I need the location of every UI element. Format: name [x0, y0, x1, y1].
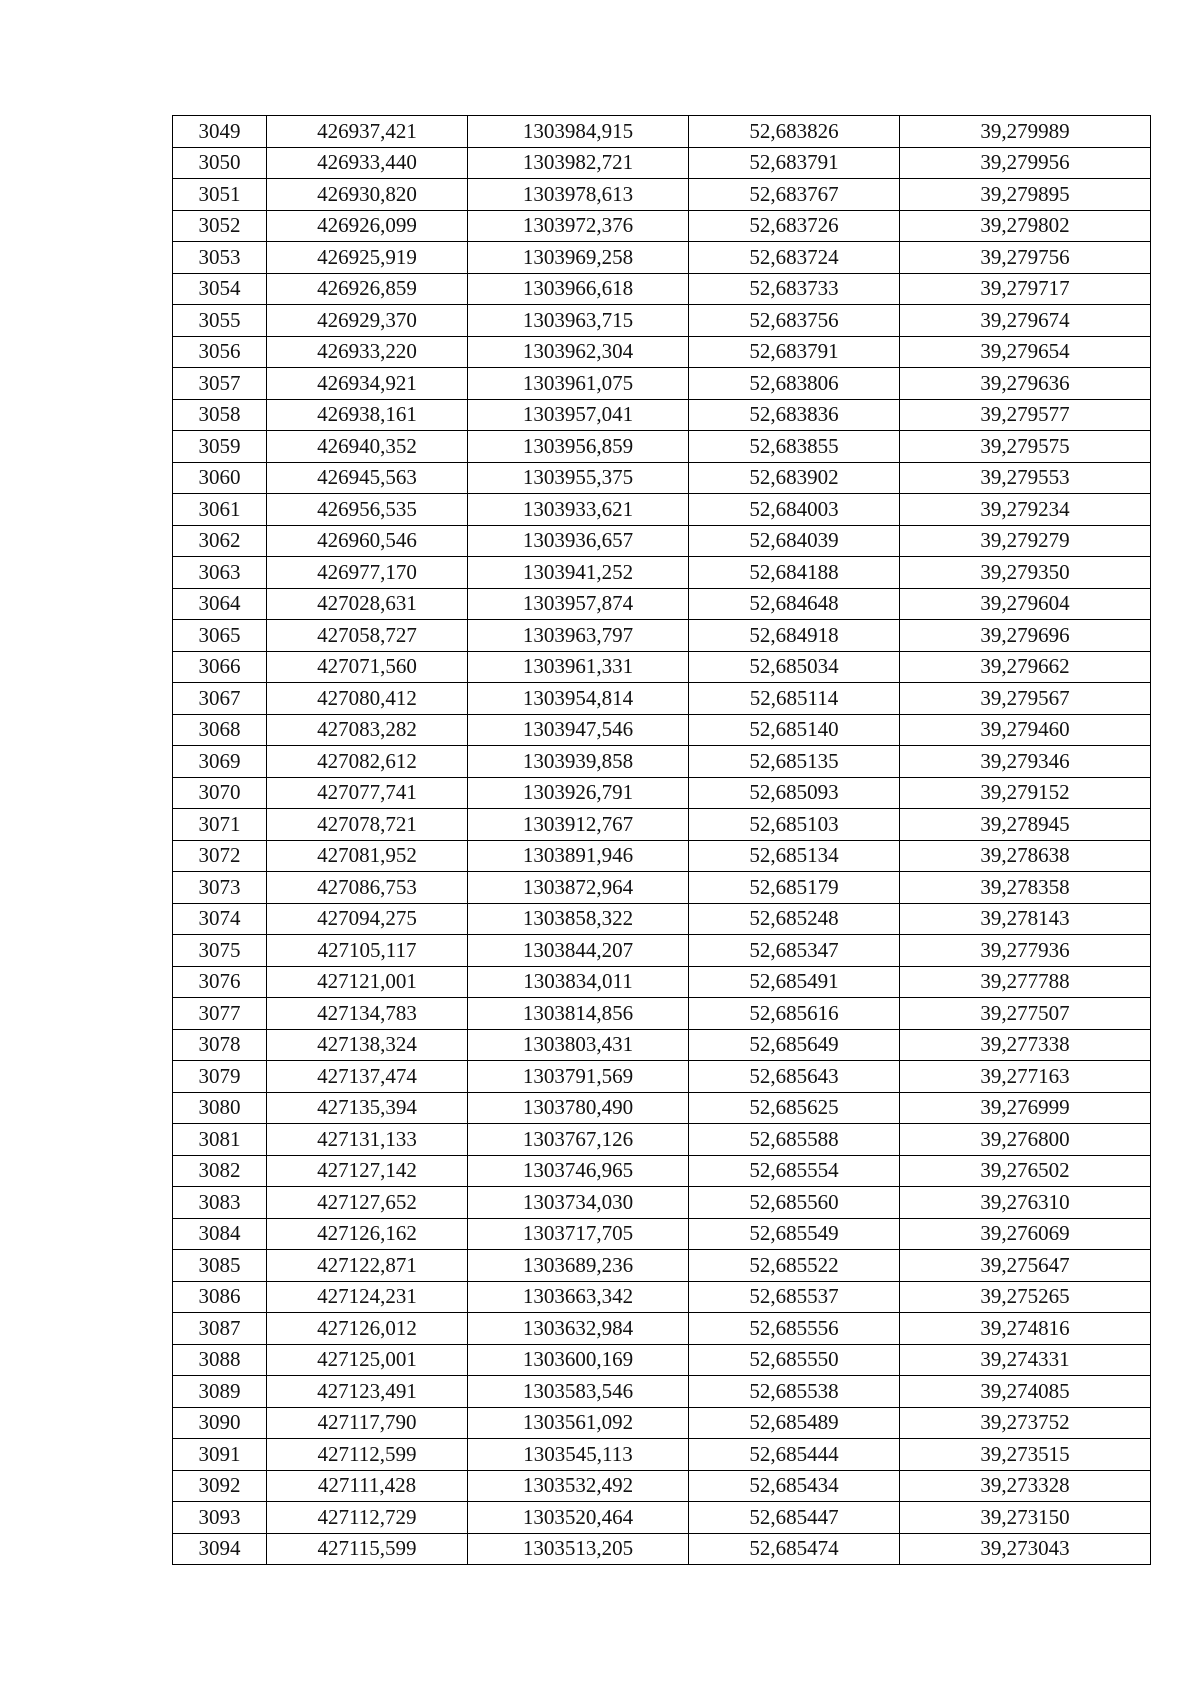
x-coordinate-cell: 427125,001: [267, 1344, 468, 1376]
table-row: [173, 1187, 1151, 1219]
y-coordinate-cell: 1303954,814: [468, 683, 689, 715]
x-coordinate-cell: 427124,231: [267, 1281, 468, 1313]
x-coordinate-cell: 427111,428: [267, 1470, 468, 1502]
table-row: [173, 368, 1151, 400]
latitude-cell: 52,683806: [689, 368, 900, 400]
table-row: [173, 1124, 1151, 1156]
longitude-cell: 39,274331: [900, 1344, 1151, 1376]
x-coordinate-cell: 427131,133: [267, 1124, 468, 1156]
table-row: [173, 210, 1151, 242]
x-coordinate-cell: 427112,729: [267, 1502, 468, 1534]
y-coordinate-cell: 1303963,715: [468, 305, 689, 337]
y-coordinate-cell: 1303984,915: [468, 116, 689, 148]
table-row: [173, 620, 1151, 652]
point-number-cell: 3058: [173, 399, 267, 431]
table-row: [173, 1281, 1151, 1313]
x-coordinate-cell: 426937,421: [267, 116, 468, 148]
latitude-cell: 52,685103: [689, 809, 900, 841]
latitude-cell: 52,685588: [689, 1124, 900, 1156]
point-number-cell: 3053: [173, 242, 267, 274]
latitude-cell: 52,685248: [689, 903, 900, 935]
point-number-cell: 3063: [173, 557, 267, 589]
longitude-cell: 39,276310: [900, 1187, 1151, 1219]
latitude-cell: 52,685347: [689, 935, 900, 967]
latitude-cell: 52,683836: [689, 399, 900, 431]
latitude-cell: 52,683726: [689, 210, 900, 242]
table-row: [173, 903, 1151, 935]
longitude-cell: 39,277163: [900, 1061, 1151, 1093]
longitude-cell: 39,277507: [900, 998, 1151, 1030]
point-number-cell: 3062: [173, 525, 267, 557]
latitude-cell: 52,685643: [689, 1061, 900, 1093]
x-coordinate-cell: 427078,721: [267, 809, 468, 841]
longitude-cell: 39,276069: [900, 1218, 1151, 1250]
table-row: [173, 1155, 1151, 1187]
table-row: [173, 840, 1151, 872]
longitude-cell: 39,279802: [900, 210, 1151, 242]
table-row: [173, 777, 1151, 809]
point-number-cell: 3082: [173, 1155, 267, 1187]
table-row: [173, 399, 1151, 431]
latitude-cell: 52,685550: [689, 1344, 900, 1376]
x-coordinate-cell: 427123,491: [267, 1376, 468, 1408]
point-number-cell: 3089: [173, 1376, 267, 1408]
longitude-cell: 39,279152: [900, 777, 1151, 809]
x-coordinate-cell: 426929,370: [267, 305, 468, 337]
table-row: [173, 588, 1151, 620]
latitude-cell: 52,685549: [689, 1218, 900, 1250]
table-row: [173, 525, 1151, 557]
x-coordinate-cell: 427080,412: [267, 683, 468, 715]
table-row: [173, 147, 1151, 179]
y-coordinate-cell: 1303982,721: [468, 147, 689, 179]
point-number-cell: 3093: [173, 1502, 267, 1534]
coordinates-table-body: [173, 116, 1151, 1565]
latitude-cell: 52,685034: [689, 651, 900, 683]
y-coordinate-cell: 1303956,859: [468, 431, 689, 463]
x-coordinate-cell: 427094,275: [267, 903, 468, 935]
point-number-cell: 3060: [173, 462, 267, 494]
table-row: [173, 683, 1151, 715]
longitude-cell: 39,276999: [900, 1092, 1151, 1124]
latitude-cell: 52,685489: [689, 1407, 900, 1439]
latitude-cell: 52,685649: [689, 1029, 900, 1061]
longitude-cell: 39,274085: [900, 1376, 1151, 1408]
latitude-cell: 52,684648: [689, 588, 900, 620]
latitude-cell: 52,685434: [689, 1470, 900, 1502]
x-coordinate-cell: 426926,859: [267, 273, 468, 305]
y-coordinate-cell: 1303972,376: [468, 210, 689, 242]
point-number-cell: 3061: [173, 494, 267, 526]
y-coordinate-cell: 1303978,613: [468, 179, 689, 211]
y-coordinate-cell: 1303939,858: [468, 746, 689, 778]
point-number-cell: 3083: [173, 1187, 267, 1219]
y-coordinate-cell: 1303844,207: [468, 935, 689, 967]
x-coordinate-cell: 427135,394: [267, 1092, 468, 1124]
longitude-cell: 39,279717: [900, 273, 1151, 305]
y-coordinate-cell: 1303561,092: [468, 1407, 689, 1439]
longitude-cell: 39,276800: [900, 1124, 1151, 1156]
y-coordinate-cell: 1303969,258: [468, 242, 689, 274]
x-coordinate-cell: 427126,162: [267, 1218, 468, 1250]
table-row: [173, 431, 1151, 463]
latitude-cell: 52,683902: [689, 462, 900, 494]
latitude-cell: 52,683767: [689, 179, 900, 211]
latitude-cell: 52,685491: [689, 966, 900, 998]
longitude-cell: 39,273752: [900, 1407, 1151, 1439]
x-coordinate-cell: 427138,324: [267, 1029, 468, 1061]
longitude-cell: 39,273328: [900, 1470, 1151, 1502]
point-number-cell: 3091: [173, 1439, 267, 1471]
table-row: [173, 557, 1151, 589]
longitude-cell: 39,275647: [900, 1250, 1151, 1282]
y-coordinate-cell: 1303746,965: [468, 1155, 689, 1187]
latitude-cell: 52,685179: [689, 872, 900, 904]
longitude-cell: 39,277788: [900, 966, 1151, 998]
x-coordinate-cell: 427082,612: [267, 746, 468, 778]
point-number-cell: 3088: [173, 1344, 267, 1376]
table-row: [173, 1218, 1151, 1250]
table-row: [173, 809, 1151, 841]
latitude-cell: 52,685134: [689, 840, 900, 872]
y-coordinate-cell: 1303583,546: [468, 1376, 689, 1408]
table-row: [173, 872, 1151, 904]
y-coordinate-cell: 1303780,490: [468, 1092, 689, 1124]
x-coordinate-cell: 426977,170: [267, 557, 468, 589]
point-number-cell: 3086: [173, 1281, 267, 1313]
longitude-cell: 39,279956: [900, 147, 1151, 179]
y-coordinate-cell: 1303955,375: [468, 462, 689, 494]
x-coordinate-cell: 426945,563: [267, 462, 468, 494]
latitude-cell: 52,683855: [689, 431, 900, 463]
longitude-cell: 39,279279: [900, 525, 1151, 557]
y-coordinate-cell: 1303520,464: [468, 1502, 689, 1534]
x-coordinate-cell: 426956,535: [267, 494, 468, 526]
x-coordinate-cell: 426930,820: [267, 179, 468, 211]
point-number-cell: 3064: [173, 588, 267, 620]
x-coordinate-cell: 427127,142: [267, 1155, 468, 1187]
y-coordinate-cell: 1303962,304: [468, 336, 689, 368]
point-number-cell: 3087: [173, 1313, 267, 1345]
latitude-cell: 52,683724: [689, 242, 900, 274]
longitude-cell: 39,279636: [900, 368, 1151, 400]
table-row: [173, 1250, 1151, 1282]
point-number-cell: 3059: [173, 431, 267, 463]
table-row: [173, 462, 1151, 494]
point-number-cell: 3073: [173, 872, 267, 904]
y-coordinate-cell: 1303513,205: [468, 1533, 689, 1565]
latitude-cell: 52,683733: [689, 273, 900, 305]
table-row: [173, 1313, 1151, 1345]
longitude-cell: 39,273043: [900, 1533, 1151, 1565]
latitude-cell: 52,685554: [689, 1155, 900, 1187]
longitude-cell: 39,279895: [900, 179, 1151, 211]
x-coordinate-cell: 427028,631: [267, 588, 468, 620]
latitude-cell: 52,685556: [689, 1313, 900, 1345]
y-coordinate-cell: 1303961,075: [468, 368, 689, 400]
latitude-cell: 52,685560: [689, 1187, 900, 1219]
latitude-cell: 52,683826: [689, 116, 900, 148]
x-coordinate-cell: 426933,440: [267, 147, 468, 179]
y-coordinate-cell: 1303936,657: [468, 525, 689, 557]
x-coordinate-cell: 426934,921: [267, 368, 468, 400]
table-row: [173, 494, 1151, 526]
longitude-cell: 39,273515: [900, 1439, 1151, 1471]
point-number-cell: 3081: [173, 1124, 267, 1156]
longitude-cell: 39,278638: [900, 840, 1151, 872]
latitude-cell: 52,685140: [689, 714, 900, 746]
longitude-cell: 39,277936: [900, 935, 1151, 967]
y-coordinate-cell: 1303717,705: [468, 1218, 689, 1250]
y-coordinate-cell: 1303632,984: [468, 1313, 689, 1345]
x-coordinate-cell: 427126,012: [267, 1313, 468, 1345]
x-coordinate-cell: 427112,599: [267, 1439, 468, 1471]
y-coordinate-cell: 1303961,331: [468, 651, 689, 683]
point-number-cell: 3071: [173, 809, 267, 841]
point-number-cell: 3074: [173, 903, 267, 935]
latitude-cell: 52,685114: [689, 683, 900, 715]
x-coordinate-cell: 426925,919: [267, 242, 468, 274]
y-coordinate-cell: 1303600,169: [468, 1344, 689, 1376]
y-coordinate-cell: 1303963,797: [468, 620, 689, 652]
longitude-cell: 39,278945: [900, 809, 1151, 841]
longitude-cell: 39,279460: [900, 714, 1151, 746]
x-coordinate-cell: 426940,352: [267, 431, 468, 463]
table-row: [173, 273, 1151, 305]
longitude-cell: 39,279662: [900, 651, 1151, 683]
point-number-cell: 3067: [173, 683, 267, 715]
x-coordinate-cell: 427115,599: [267, 1533, 468, 1565]
x-coordinate-cell: 427105,117: [267, 935, 468, 967]
longitude-cell: 39,274816: [900, 1313, 1151, 1345]
latitude-cell: 52,685474: [689, 1533, 900, 1565]
longitude-cell: 39,279234: [900, 494, 1151, 526]
y-coordinate-cell: 1303891,946: [468, 840, 689, 872]
x-coordinate-cell: 427071,560: [267, 651, 468, 683]
table-row: [173, 935, 1151, 967]
y-coordinate-cell: 1303803,431: [468, 1029, 689, 1061]
longitude-cell: 39,279350: [900, 557, 1151, 589]
x-coordinate-cell: 427121,001: [267, 966, 468, 998]
point-number-cell: 3050: [173, 147, 267, 179]
x-coordinate-cell: 427077,741: [267, 777, 468, 809]
point-number-cell: 3070: [173, 777, 267, 809]
y-coordinate-cell: 1303957,874: [468, 588, 689, 620]
longitude-cell: 39,278358: [900, 872, 1151, 904]
longitude-cell: 39,277338: [900, 1029, 1151, 1061]
y-coordinate-cell: 1303767,126: [468, 1124, 689, 1156]
latitude-cell: 52,683791: [689, 336, 900, 368]
latitude-cell: 52,685625: [689, 1092, 900, 1124]
table-row: [173, 651, 1151, 683]
table-row: [173, 336, 1151, 368]
x-coordinate-cell: 427137,474: [267, 1061, 468, 1093]
longitude-cell: 39,273150: [900, 1502, 1151, 1534]
point-number-cell: 3080: [173, 1092, 267, 1124]
latitude-cell: 52,685537: [689, 1281, 900, 1313]
table-row: [173, 1376, 1151, 1408]
point-number-cell: 3056: [173, 336, 267, 368]
latitude-cell: 52,685447: [689, 1502, 900, 1534]
x-coordinate-cell: 427122,871: [267, 1250, 468, 1282]
x-coordinate-cell: 427058,727: [267, 620, 468, 652]
point-number-cell: 3065: [173, 620, 267, 652]
latitude-cell: 52,683756: [689, 305, 900, 337]
y-coordinate-cell: 1303966,618: [468, 273, 689, 305]
point-number-cell: 3079: [173, 1061, 267, 1093]
table-row: [173, 1344, 1151, 1376]
point-number-cell: 3055: [173, 305, 267, 337]
table-row: [173, 1470, 1151, 1502]
table-row: [173, 1092, 1151, 1124]
table-row: [173, 746, 1151, 778]
y-coordinate-cell: 1303947,546: [468, 714, 689, 746]
table-row: [173, 714, 1151, 746]
y-coordinate-cell: 1303814,856: [468, 998, 689, 1030]
x-coordinate-cell: 427086,753: [267, 872, 468, 904]
table-row: [173, 1407, 1151, 1439]
longitude-cell: 39,279756: [900, 242, 1151, 274]
table-row: [173, 305, 1151, 337]
table-row: [173, 1061, 1151, 1093]
point-number-cell: 3052: [173, 210, 267, 242]
longitude-cell: 39,275265: [900, 1281, 1151, 1313]
y-coordinate-cell: 1303957,041: [468, 399, 689, 431]
point-number-cell: 3078: [173, 1029, 267, 1061]
table-row: [173, 1533, 1151, 1565]
point-number-cell: 3068: [173, 714, 267, 746]
latitude-cell: 52,684003: [689, 494, 900, 526]
longitude-cell: 39,279575: [900, 431, 1151, 463]
y-coordinate-cell: 1303926,791: [468, 777, 689, 809]
longitude-cell: 39,279604: [900, 588, 1151, 620]
longitude-cell: 39,279989: [900, 116, 1151, 148]
point-number-cell: 3049: [173, 116, 267, 148]
y-coordinate-cell: 1303734,030: [468, 1187, 689, 1219]
point-number-cell: 3057: [173, 368, 267, 400]
y-coordinate-cell: 1303663,342: [468, 1281, 689, 1313]
table-row: [173, 998, 1151, 1030]
longitude-cell: 39,279567: [900, 683, 1151, 715]
longitude-cell: 39,279577: [900, 399, 1151, 431]
x-coordinate-cell: 426933,220: [267, 336, 468, 368]
x-coordinate-cell: 426960,546: [267, 525, 468, 557]
y-coordinate-cell: 1303689,236: [468, 1250, 689, 1282]
latitude-cell: 52,685093: [689, 777, 900, 809]
point-number-cell: 3054: [173, 273, 267, 305]
y-coordinate-cell: 1303872,964: [468, 872, 689, 904]
y-coordinate-cell: 1303834,011: [468, 966, 689, 998]
longitude-cell: 39,279696: [900, 620, 1151, 652]
table-row: [173, 1439, 1151, 1471]
x-coordinate-cell: 427117,790: [267, 1407, 468, 1439]
longitude-cell: 39,279654: [900, 336, 1151, 368]
longitude-cell: 39,279346: [900, 746, 1151, 778]
table-row: [173, 966, 1151, 998]
y-coordinate-cell: 1303791,569: [468, 1061, 689, 1093]
x-coordinate-cell: 427081,952: [267, 840, 468, 872]
point-number-cell: 3051: [173, 179, 267, 211]
point-number-cell: 3077: [173, 998, 267, 1030]
table-row: [173, 1029, 1151, 1061]
latitude-cell: 52,685616: [689, 998, 900, 1030]
longitude-cell: 39,276502: [900, 1155, 1151, 1187]
y-coordinate-cell: 1303933,621: [468, 494, 689, 526]
latitude-cell: 52,685522: [689, 1250, 900, 1282]
x-coordinate-cell: 427127,652: [267, 1187, 468, 1219]
point-number-cell: 3069: [173, 746, 267, 778]
x-coordinate-cell: 427134,783: [267, 998, 468, 1030]
latitude-cell: 52,683791: [689, 147, 900, 179]
point-number-cell: 3084: [173, 1218, 267, 1250]
latitude-cell: 52,684039: [689, 525, 900, 557]
latitude-cell: 52,685135: [689, 746, 900, 778]
latitude-cell: 52,685444: [689, 1439, 900, 1471]
x-coordinate-cell: 427083,282: [267, 714, 468, 746]
y-coordinate-cell: 1303532,492: [468, 1470, 689, 1502]
table-row: [173, 1502, 1151, 1534]
point-number-cell: 3085: [173, 1250, 267, 1282]
longitude-cell: 39,279553: [900, 462, 1151, 494]
table-row: [173, 116, 1151, 148]
longitude-cell: 39,279674: [900, 305, 1151, 337]
point-number-cell: 3076: [173, 966, 267, 998]
coordinates-table: [172, 115, 1151, 1565]
point-number-cell: 3092: [173, 1470, 267, 1502]
x-coordinate-cell: 426926,099: [267, 210, 468, 242]
y-coordinate-cell: 1303858,322: [468, 903, 689, 935]
y-coordinate-cell: 1303545,113: [468, 1439, 689, 1471]
point-number-cell: 3075: [173, 935, 267, 967]
table-row: [173, 242, 1151, 274]
point-number-cell: 3094: [173, 1533, 267, 1565]
latitude-cell: 52,684188: [689, 557, 900, 589]
point-number-cell: 3072: [173, 840, 267, 872]
longitude-cell: 39,278143: [900, 903, 1151, 935]
latitude-cell: 52,684918: [689, 620, 900, 652]
x-coordinate-cell: 426938,161: [267, 399, 468, 431]
table-row: [173, 179, 1151, 211]
point-number-cell: 3066: [173, 651, 267, 683]
latitude-cell: 52,685538: [689, 1376, 900, 1408]
point-number-cell: 3090: [173, 1407, 267, 1439]
y-coordinate-cell: 1303912,767: [468, 809, 689, 841]
y-coordinate-cell: 1303941,252: [468, 557, 689, 589]
